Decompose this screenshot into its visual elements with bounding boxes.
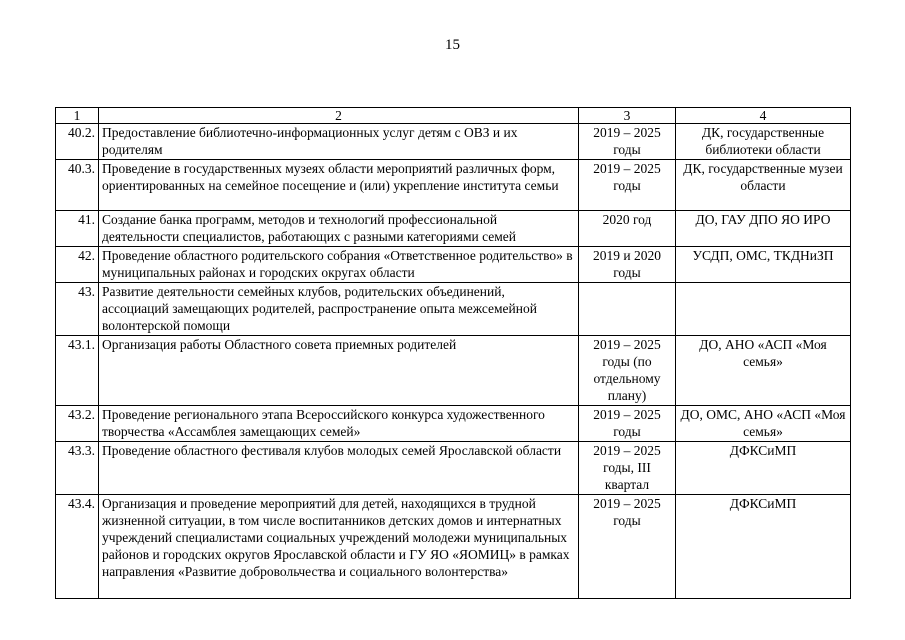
row-executor: ДК, государственные музеи области <box>676 160 851 211</box>
row-executor: УСДП, ОМС, ТКДНиЗП <box>676 247 851 283</box>
row-number: 43.1. <box>56 336 99 406</box>
row-executor: ДО, ГАУ ДПО ЯО ИРО <box>676 211 851 247</box>
row-executor: ДФКСиМП <box>676 442 851 495</box>
row-term: 2019 – 2025 годы, III квартал <box>579 442 676 495</box>
table-row <box>56 211 851 247</box>
table-header-row <box>56 108 851 124</box>
row-number: 42. <box>56 247 99 283</box>
table-row <box>56 336 851 406</box>
header-cell-term: 3 <box>579 108 676 124</box>
row-term: 2019 – 2025 годы (по отдельному плану) <box>579 336 676 406</box>
page-number: 15 <box>445 37 460 53</box>
row-measure: Организация работы Областного совета приемных родителей <box>99 336 579 406</box>
row-measure: Проведение регионального этапа Всероссийского конкурса художественного творчества «Ассамблея замещающих семей» <box>99 406 579 442</box>
row-number: 41. <box>56 211 99 247</box>
row-number: 40.2. <box>56 124 99 160</box>
table-row <box>56 406 851 442</box>
row-executor <box>676 283 851 336</box>
table-row <box>56 160 851 211</box>
table-row <box>56 247 851 283</box>
row-executor: ДО, АНО «АСП «Моя семья» <box>676 336 851 406</box>
row-measure: Предоставление библиотечно-информационных услуг детям с ОВЗ и их родителям <box>99 124 579 160</box>
table-row <box>56 124 851 160</box>
row-measure: Создание банка программ, методов и технологий профессиональной деятельности специалистов, работающих с разными категориями семей <box>99 211 579 247</box>
row-measure: Организация и проведение мероприятий для детей, находящихся в трудной жизненной ситуации, в том числе воспитанников детских домов и интернатных учреждений специалистами социальных учреждений молодежи муниципальных районов и городских округов Ярославской области и ГУ ЯО «ЯОМИЦ» в рамках направления «Развитие добровольчества и социального волонтерства» <box>99 495 579 599</box>
row-number: 43.4. <box>56 495 99 599</box>
table-row <box>56 442 851 495</box>
row-term: 2019 – 2025 годы <box>579 495 676 599</box>
row-number: 43. <box>56 283 99 336</box>
row-measure: Проведение областного фестиваля клубов молодых семей Ярославской области <box>99 442 579 495</box>
row-measure: Проведение в государственных музеях области мероприятий различных форм, ориентированных на семейное посещение и (или) укрепление института семьи <box>99 160 579 211</box>
row-term: 2019 – 2025 годы <box>579 160 676 211</box>
row-term: 2019 – 2025 годы <box>579 124 676 160</box>
row-measure: Развитие деятельности семейных клубов, родительских объединений, ассоциаций замещающих родителей, распространение опыта межсемейной волонтерской помощи <box>99 283 579 336</box>
row-measure: Проведение областного родительского собрания «Ответственное родительство» в муниципальных районах и городских округах области <box>99 247 579 283</box>
measures-table <box>55 107 851 599</box>
row-term: 2019 и 2020 годы <box>579 247 676 283</box>
row-number: 43.2. <box>56 406 99 442</box>
row-term <box>579 283 676 336</box>
row-number: 43.3. <box>56 442 99 495</box>
row-executor: ДО, ОМС, АНО «АСП «Моя семья» <box>676 406 851 442</box>
table-row <box>56 283 851 336</box>
row-term: 2019 – 2025 годы <box>579 406 676 442</box>
row-executor: ДФКСиМП <box>676 495 851 599</box>
row-number: 40.3. <box>56 160 99 211</box>
row-executor: ДК, государственные библиотеки области <box>676 124 851 160</box>
header-cell-executor: 4 <box>676 108 851 124</box>
table-row <box>56 495 851 599</box>
row-term: 2020 год <box>579 211 676 247</box>
header-cell-name: 2 <box>99 108 579 124</box>
header-cell-number: 1 <box>56 108 99 124</box>
